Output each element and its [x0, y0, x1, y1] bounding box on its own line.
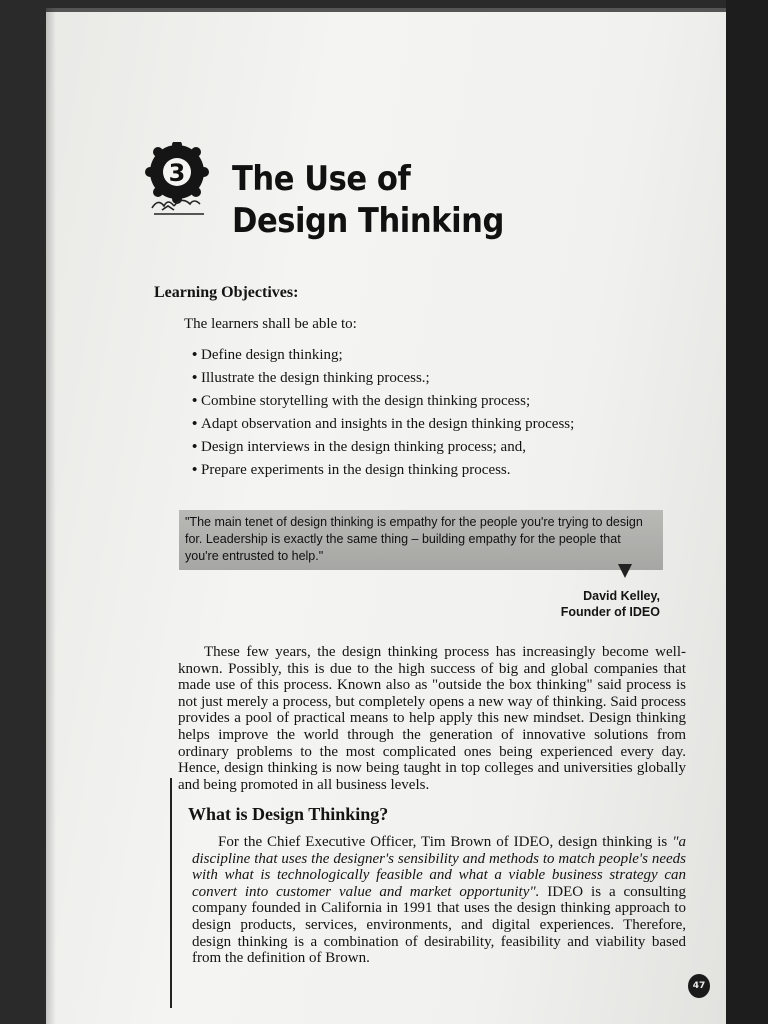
background-edge: [726, 0, 768, 1024]
body-paragraph-2: [192, 834, 686, 967]
chapter-number: 3: [168, 159, 186, 187]
objective-item: • Prepare experiments in the design thinking process.: [192, 459, 574, 482]
chapter-title-line-2: Design Thinking: [232, 201, 504, 241]
chapter-title-line-1: The Use of: [232, 159, 411, 199]
quote-pointer-icon: [618, 564, 632, 578]
document-page: [46, 8, 726, 1024]
quote-text: "The main tenet of design thinking is empathy for the people you're trying to design for. Leadership is exactly the same thing – building empathy for the people that you're entrusted to help.": [185, 515, 643, 563]
body-paragraph-1: These few years, the design thinking process has increasingly become well-known. Possibly, this is due to the high success of big and global companies that made use of this process. Known also as "outside the box thinking" said process is not just merely a process, but completely opens a new way of thinking. Said process provides a pool of practical means to help apply this new mindset. Design thinking helps improve the world through the generation of innovative solutions from ordinary problems to the most complicated ones being experienced every day. Hence, design thinking is now being taught in top colleges and universities globally and being promoted in all business levels.: [178, 644, 686, 793]
objective-item: • Illustrate the design thinking process.;: [192, 367, 574, 390]
paragraph-2-rest: IDEO is a consulting company founded in California in 1991 that uses the design thinking approach to design products, services, environments, and digital experiences. Therefore, design thinking is a combination of desirability, feasibility and viability based from the definition of Brown.: [192, 883, 686, 967]
paragraph-2-lead: For the Chief Executive Officer, Tim Brown of IDEO, design thinking is: [218, 834, 673, 850]
quote-author-name: David Kelley,: [583, 589, 660, 603]
page-top-edge: [46, 8, 726, 12]
chapter-badge-icon: [144, 142, 210, 218]
objective-item: • Define design thinking;: [192, 344, 574, 367]
page-number-badge: 47: [688, 974, 710, 998]
margin-rule: [170, 778, 172, 1008]
quote-author-title: Founder of IDEO: [560, 605, 660, 619]
quote-box: [179, 510, 663, 570]
quote-attribution: [561, 588, 660, 620]
objective-item: • Combine storytelling with the design thinking process;: [192, 390, 574, 413]
section-heading: What is Design Thinking?: [188, 804, 389, 824]
learning-objectives-intro: The learners shall be able to:: [184, 316, 357, 332]
chapter-title: [232, 158, 504, 242]
learning-objectives-list: [192, 344, 574, 482]
page-shadow: [46, 8, 56, 1024]
objective-item: • Design interviews in the design thinking process; and,: [192, 436, 574, 459]
reading-figure-icon: [152, 200, 204, 214]
objective-item: • Adapt observation and insights in the design thinking process;: [192, 413, 574, 436]
brown-quote: "a discipline that uses the designer's sensibility and methods to match people's needs with what is technologically feasible and what a viable business strategy can convert into customer value and market opportunity".: [192, 834, 686, 900]
learning-objectives-heading: Learning Objectives:: [154, 284, 299, 301]
